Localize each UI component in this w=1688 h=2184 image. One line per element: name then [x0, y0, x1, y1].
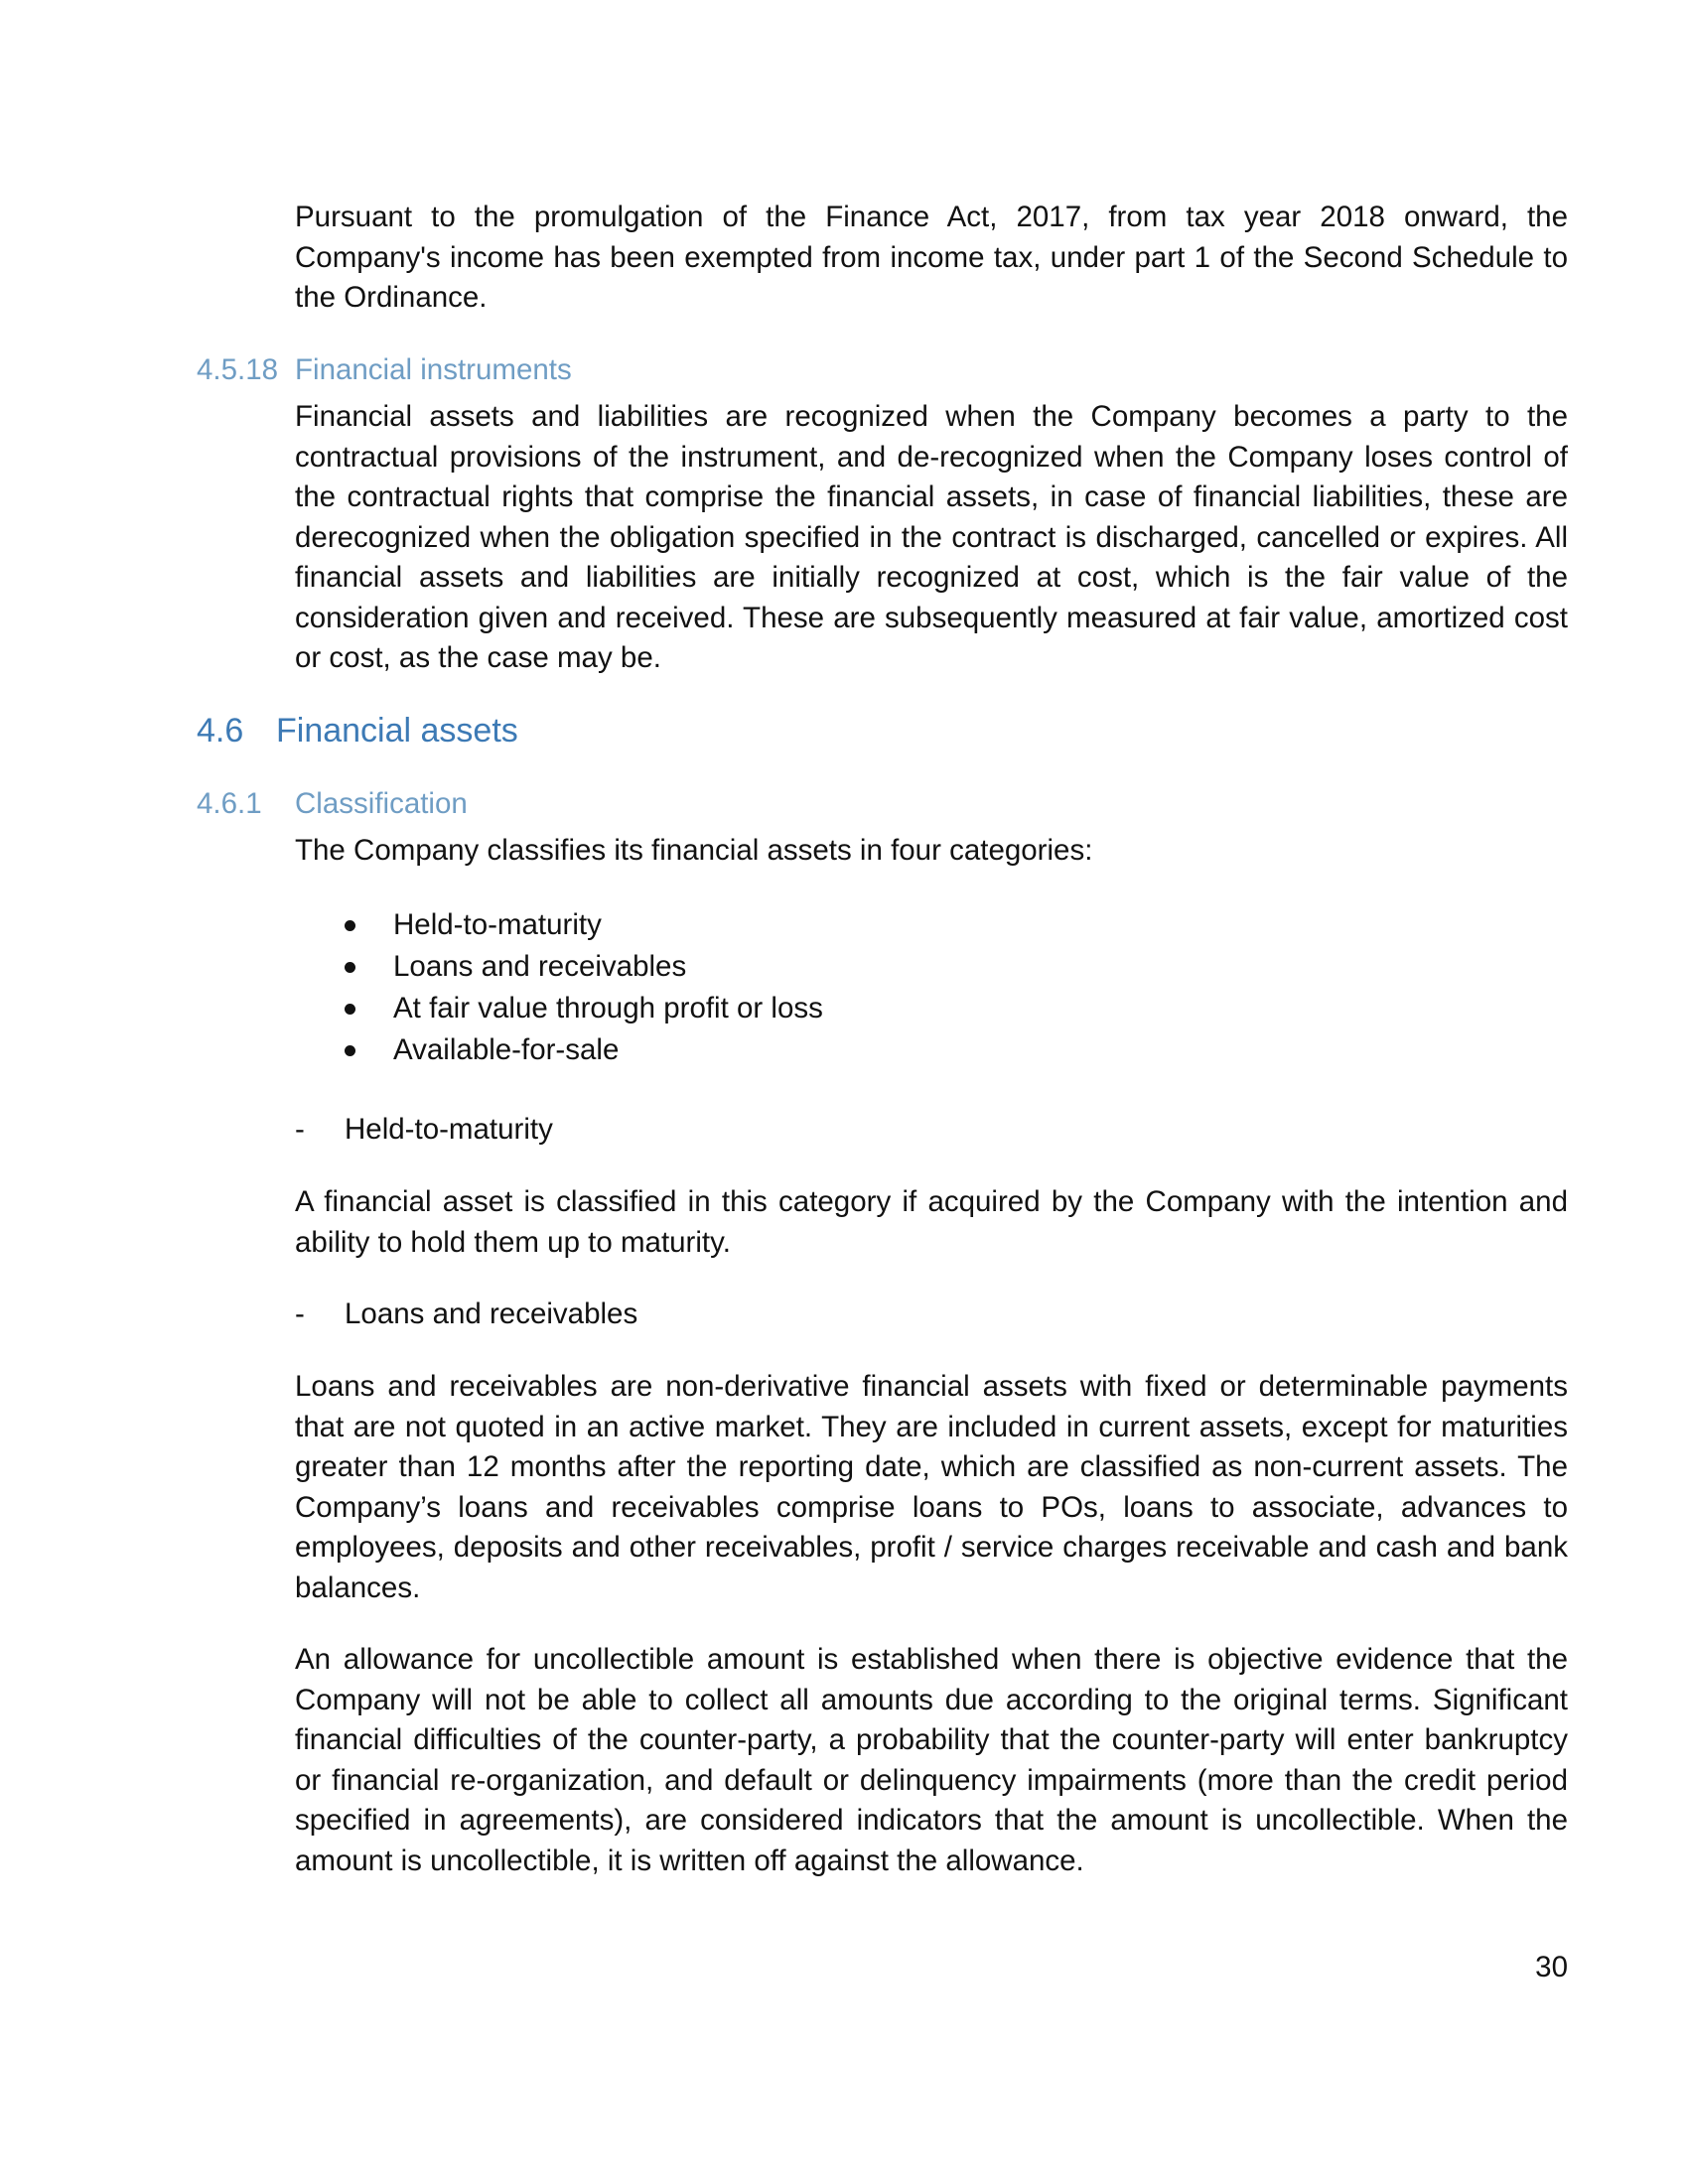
bullet-icon: [345, 1045, 355, 1056]
financial-instruments-paragraph: Financial assets and liabilities are recognized when the Company becomes a party to the contractual provisions of the instrument, and de-recognized when the Company loses control of the contractual rights that comprise the financial assets, in case of financial liabilities, these are derecognized when the obligation specified in the contract is discharged, cancelled or expires. All financial assets and liabilities are initially recognized at cost, which is the fair value of the consideration given and received. These are subsequently measured at fair value, amortized cost or cost, as the case may be.: [295, 400, 1568, 674]
held-to-maturity-subheading: [295, 1110, 553, 1150]
loans-receivables-paragraph: Loans and receivables are non-derivative financial assets with fixed or determinable payments that are not quoted in an active market. They are included in current assets, except for maturities greater than 12 months after the reporting date, which are classified as non-current assets. The Company’s loans and receivables comprise loans to POs, loans to associate, advances to employees, deposits and other receivables, profit / service charges receivable and cash and bank balances.: [295, 1370, 1568, 1604]
section-title: Financial assets: [276, 712, 518, 750]
category-list: [295, 904, 823, 1071]
section-heading-4-5-18: [197, 352, 572, 388]
section-number: 4.6.1: [197, 787, 262, 820]
section-heading-4-6: [197, 711, 518, 751]
list-item: Held-to-maturity: [295, 904, 823, 946]
classification-intro: The Company classifies its financial assets in four categories:: [295, 834, 1093, 867]
list-item: Loans and receivables: [295, 946, 823, 988]
held-to-maturity-paragraph: A financial asset is classified in this category if acquired by the Company with the intention and ability to hold them up to maturity.: [295, 1185, 1568, 1259]
dash-marker: -: [295, 1297, 305, 1330]
page-number: 30: [1535, 1951, 1568, 1983]
list-item: At fair value through profit or loss: [295, 988, 823, 1029]
section-title: Classification: [295, 787, 468, 820]
subheading-label: Held-to-maturity: [345, 1113, 553, 1146]
list-item: Available-for-sale: [295, 1029, 823, 1071]
bullet-icon: [345, 920, 355, 931]
loans-receivables-subheading: [295, 1295, 637, 1334]
dash-marker: -: [295, 1113, 305, 1146]
bullet-icon: [345, 1004, 355, 1015]
intro-paragraph: Pursuant to the promulgation of the Finance Act, 2017, from tax year 2018 onward, the Company's income has been exempted from income tax, under part 1 of the Second Schedule to the Ordinance.: [295, 201, 1568, 314]
bullet-icon: [345, 962, 355, 973]
section-title: Financial instruments: [295, 353, 572, 386]
section-number: 4.6: [197, 712, 244, 750]
allowance-paragraph: An allowance for uncollectible amount is established when there is objective evidence that the Company will not be able to collect all amounts due according to the original terms. Significant financial difficulties of the counter-party, a probability that the counter-party will enter bankruptcy or financial re-organization, and default or delinquency impairments (more than the credit period specified in agreements), are considered indicators that the amount is uncollectible. When the amount is uncollectible, it is written off against the allowance.: [295, 1643, 1568, 1877]
section-number: 4.5.18: [197, 353, 279, 386]
subheading-label: Loans and receivables: [345, 1297, 638, 1330]
section-heading-4-6-1: [197, 786, 468, 822]
